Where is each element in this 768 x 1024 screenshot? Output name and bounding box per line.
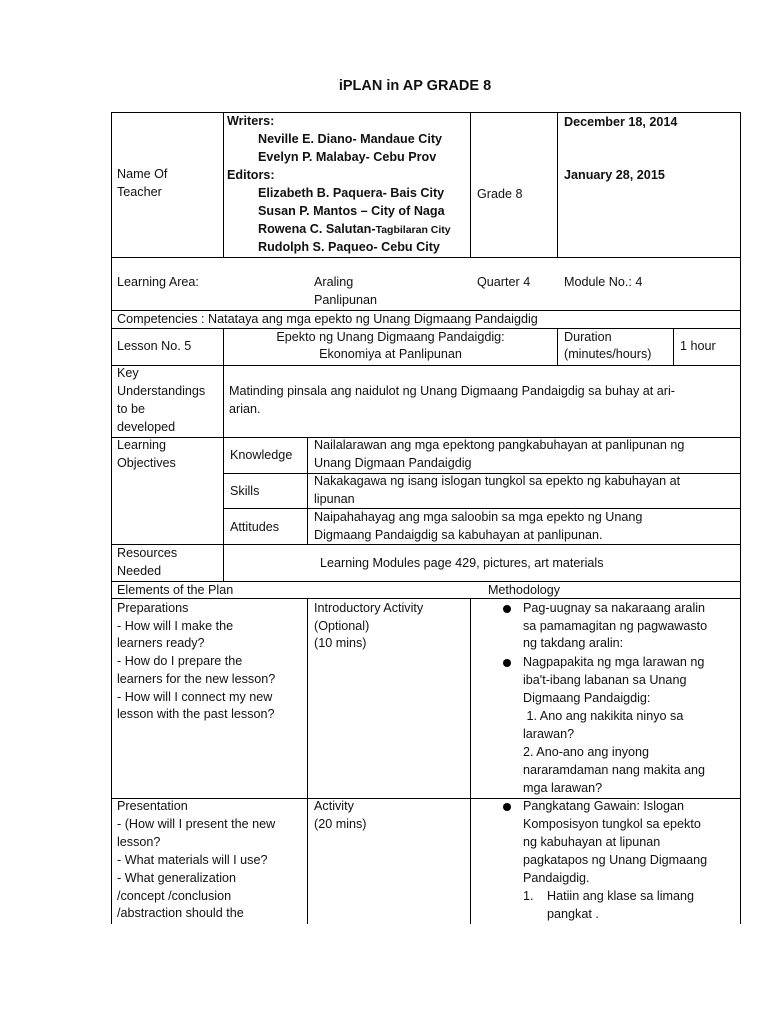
key-understandings-text: arian.	[229, 402, 261, 416]
module-number: Module No.: 4	[564, 275, 643, 289]
preparations-text: lesson with the past lesson?	[117, 707, 275, 721]
column-divider	[557, 328, 558, 365]
column-divider	[470, 112, 471, 257]
presentation-text: lesson?	[117, 835, 161, 849]
quarter: Quarter 4	[477, 275, 531, 289]
competencies: Competencies : Natataya ang mga epekto ng Unang Digmaang Pandaigdig	[117, 312, 538, 326]
skills-text: Nakakagawa ng isang islogan tungkol sa epekto ng kabuhayan at	[314, 474, 681, 488]
activity-label: Activity	[314, 799, 354, 813]
learning-area-value: Araling	[314, 275, 354, 289]
key-understandings-label: Key	[117, 366, 139, 380]
lesson-title: Epekto ng Unang Digmaang Pandaigdig:	[276, 330, 505, 344]
date-first: December 18, 2014	[564, 115, 678, 129]
page-title: iPLAN in AP GRADE 8	[338, 78, 492, 94]
column-divider	[223, 365, 224, 581]
knowledge-text: Unang Digmaan Pandaigdig	[314, 456, 472, 470]
presentation-text: /abstraction should the	[117, 906, 244, 920]
preparations-text: - How will I connect my new	[117, 690, 273, 704]
row-divider	[111, 257, 741, 258]
presentation-step: pagkatapos ng Unang Digmaang	[523, 853, 708, 867]
column-divider	[673, 328, 674, 365]
presentation-step: Komposisyon tungkol sa epekto	[523, 817, 701, 831]
editor-name-text: Rowena C. Salutan-	[258, 222, 376, 236]
attitudes-text: Naipahahayag ang mga saloobin sa mga epekto ng Unang	[314, 510, 643, 524]
resources-value: Learning Modules page 429, pictures, art materials	[320, 556, 604, 570]
writers-label: Writers:	[227, 114, 275, 128]
preparation-question: mga larawan?	[523, 781, 603, 795]
key-understandings-label: developed	[117, 420, 176, 434]
preparation-step: ng takdang aralin:	[523, 636, 624, 650]
presentation-substep: Hatiin ang klase sa limang	[547, 889, 695, 903]
duration-label: Duration	[564, 330, 612, 344]
knowledge-label: Knowledge	[230, 448, 293, 462]
grade-level: Grade 8	[477, 187, 523, 201]
column-divider	[470, 598, 471, 924]
name-of-teacher-label: Teacher	[117, 185, 162, 199]
column-divider	[111, 112, 112, 924]
attitudes-label: Attitudes	[230, 520, 280, 534]
bullet-icon	[503, 659, 511, 667]
bullet-icon	[503, 803, 511, 811]
preparation-step: iba't-ibang labanan sa Unang	[523, 673, 687, 687]
presentation-text: - What generalization	[117, 871, 237, 885]
learning-objectives-label: Objectives	[117, 456, 176, 470]
editor-name: Elizabeth B. Paquera- Bais City	[258, 186, 445, 200]
lesson-plan-table	[111, 112, 741, 924]
lesson-title: Ekonomiya at Panlipunan	[319, 347, 462, 361]
preparations-text: - How will I make the	[117, 619, 234, 633]
learning-area-label: Learning Area:	[117, 275, 199, 289]
skills-text: lipunan	[314, 492, 355, 506]
lesson-number: Lesson No. 5	[117, 339, 192, 353]
preparation-step: sa pamamagitan ng pagwawasto	[523, 619, 708, 633]
introductory-activity: (Optional)	[314, 619, 370, 633]
attitudes-text: Digmaang Pandaigdig sa kabuhayan at panlipunan.	[314, 528, 603, 542]
step-number: 1.	[523, 889, 534, 903]
introductory-activity: Introductory Activity	[314, 601, 424, 615]
preparation-step: Nagpapakita ng mga larawan ng	[523, 655, 705, 669]
presentation-substep: pangkat .	[547, 907, 599, 921]
presentation-text: - (How will I present the new	[117, 817, 276, 831]
learning-area-value: Panlipunan	[314, 293, 378, 307]
presentation-step: Pangkatang Gawain: Islogan	[523, 799, 685, 813]
presentation-text: - What materials will I use?	[117, 853, 268, 867]
preparation-question: nararamdaman nang makita ang	[523, 763, 706, 777]
editor-name: Susan P. Mantos – City of Naga	[258, 204, 445, 218]
writer-name: Neville E. Diano- Mandaue City	[258, 132, 443, 146]
preparations-text: - How do I prepare the	[117, 654, 243, 668]
preparation-question: 2. Ano-ano ang inyong	[523, 745, 650, 759]
presentation-text: /concept /conclusion	[117, 889, 232, 903]
editor-name: Rudolph S. Paqueo- Cebu City	[258, 240, 440, 254]
preparation-step: Pag-uugnay sa nakaraang aralin	[523, 601, 706, 615]
duration-value: 1 hour	[680, 339, 716, 353]
date-second: January 28, 2015	[564, 168, 665, 182]
activity-label: (20 mins)	[314, 817, 367, 831]
key-understandings-label: Understandings	[117, 384, 206, 398]
knowledge-text: Nailalarawan ang mga epektong pangkabuhayan at panlipunan ng	[314, 438, 685, 452]
skills-label: Skills	[230, 484, 260, 498]
learning-objectives-label: Learning	[117, 438, 167, 452]
preparation-question: 1. Ano ang nakikita ninyo sa	[523, 709, 684, 723]
resources-label: Resources	[117, 546, 178, 560]
key-understandings-label: to be	[117, 402, 146, 416]
duration-label: (minutes/hours)	[564, 347, 652, 361]
key-understandings-text: Matinding pinsala ang naidulot ng Unang Digmaang Pandaigdig sa buhay at ari-	[229, 384, 675, 398]
presentation-step: Pandaigdig.	[523, 871, 590, 885]
resources-label: Needed	[117, 564, 162, 578]
bullet-icon	[503, 605, 511, 613]
name-of-teacher-label: Name Of	[117, 167, 168, 181]
writer-name: Evelyn P. Malabay- Cebu Prov	[258, 150, 437, 164]
preparation-question: larawan?	[523, 727, 575, 741]
introductory-activity: (10 mins)	[314, 636, 367, 650]
column-divider	[223, 112, 224, 257]
column-divider	[557, 112, 558, 257]
preparations-text: learners for the new lesson?	[117, 672, 276, 686]
row-divider	[111, 365, 741, 366]
column-divider	[307, 598, 308, 924]
elements-of-plan-header: Elements of the Plan	[117, 583, 234, 597]
preparations-text: learners ready?	[117, 636, 205, 650]
preparations-text: Preparations	[117, 601, 189, 615]
preparation-step: Digmaang Pandaigdig:	[523, 691, 651, 705]
column-divider	[740, 112, 741, 924]
presentation-step: ng kabuhayan at lipunan	[523, 835, 661, 849]
column-divider	[307, 437, 308, 544]
editors-label: Editors:	[227, 168, 275, 182]
presentation-text: Presentation	[117, 799, 188, 813]
editor-city: Tagbilaran City	[375, 224, 451, 236]
row-divider	[111, 112, 741, 113]
editor-name	[258, 221, 451, 240]
methodology-header: Methodology	[487, 583, 561, 597]
